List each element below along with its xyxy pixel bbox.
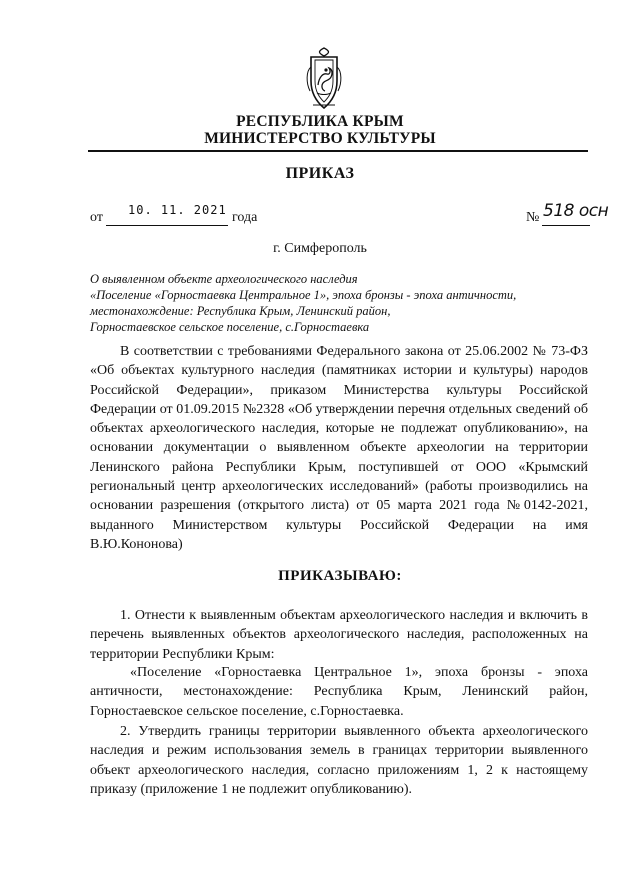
subject-line: О выявленном объекте археологического наследия: [90, 272, 358, 286]
org-name-line1: РЕСПУБЛИКА КРЫМ: [236, 113, 404, 130]
header-divider: [88, 150, 588, 152]
subject-line: «Поселение «Горностаевка Центральное 1», эпоха бронзы - эпоха античности,: [90, 288, 517, 302]
item-2-paragraph: 2. Утвердить границы территории выявленного объекта археологического наследия и режим использования земель в границах территории выявленного объект археологического наследия, согласно приложениям 1, 2 к настоящему приказу (приложение 1 не подлежит опубликованию).: [90, 724, 588, 797]
item-1-paragraph: 1. Отнести к выявленным объектам археологического наследия и включить в перечень выявленных объектов археологического наследия, расположенных на территории Республики Крым:: [90, 608, 588, 662]
date-value: 10. 11. 2021: [128, 203, 227, 217]
number-underline: [542, 225, 590, 226]
date-prefix: от: [90, 210, 103, 225]
subject-line: местонахождение: Республика Крым, Ленинский район,: [90, 304, 391, 318]
document-title: ПРИКАЗ: [285, 165, 355, 182]
date-underline: [106, 225, 228, 226]
order-heading: ПРИКАЗЫВАЮ:: [278, 568, 402, 584]
city: г. Симферополь: [273, 241, 367, 256]
item-1-object-paragraph: «Поселение «Горностаевка Центральное 1», эпоха бронзы - эпоха античности, местонахождение: Республика Крым, Ленинский район, Горностаевское сельское поселение, с.Горностаевка.: [90, 665, 588, 719]
preamble-paragraph: В соответствии с требованиями Федерального закона от 25.06.2002 № 73-ФЗ «Об объектах культурного наследия (памятниках истории и культуры) народов Российской Федерации», приказом Министерства культуры Российской Федерации от 01.09.2015 №2328 «Об утверждении перечня отдельных сведений об объектах археологического наследия, которые не подлежат опубликованию», на основании документации о выявленном объекте археологии на территории Ленинского района Республики Крым, поступившей от ООО «Крымский региональный центр археологических исследований» (работы производились на основании разрешения (открытого листа) от 05 марта 2021 года №0142-2021, выданного Министерством культуры Российской Федерации на имя В.Ю.Кононова): [90, 344, 588, 552]
subject-block: [90, 271, 550, 335]
crimea-coat-of-arms-icon: [301, 47, 347, 110]
date-suffix: года: [232, 210, 258, 225]
number-prefix: №: [526, 210, 540, 225]
subject-line: Горностаевское сельское поселение, с.Горностаевка: [90, 320, 370, 334]
org-name-line2: МИНИСТЕРСТВО КУЛЬТУРЫ: [204, 130, 436, 147]
document-number: 518 ocн: [543, 201, 609, 221]
